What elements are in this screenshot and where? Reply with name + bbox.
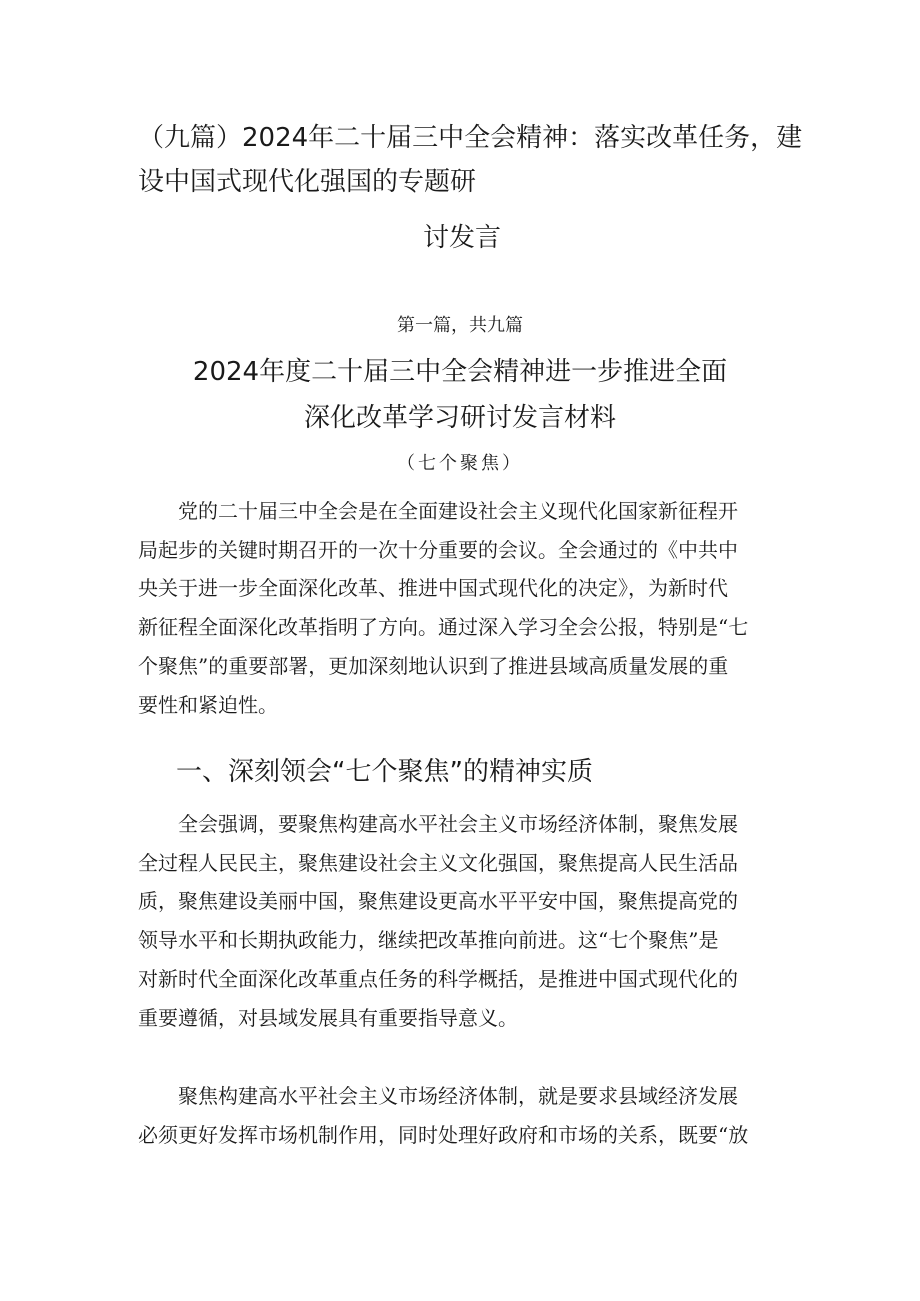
sub-title-line-2: 深化改革学习研讨发言材料 — [303, 403, 616, 433]
paragraph-line: 重要遵循，对县域发展具有重要指导意义。 — [138, 1005, 518, 1030]
paragraph-market-economy — [138, 1077, 798, 1154]
main-title-line-2: 设中国式现代化强国的专题研 — [138, 167, 477, 197]
section-label: 第一篇，共九篇 — [397, 315, 523, 336]
main-title — [138, 116, 803, 260]
section-heading-1: 一、深刻领会“七个聚焦”的精神实质 — [176, 757, 593, 787]
paragraph-line: 央关于进一步全面深化改革、推进中国式现代化的决定》，为新时代 — [138, 576, 728, 601]
paragraph-seven-focus — [138, 805, 798, 1037]
sub-title-line-1: 2024年度二十届三中全会精神进一步推进全面 — [192, 357, 728, 387]
paragraph-line: 个聚焦”的重要部署，更加深刻地认识到了推进县域高质量发展的重 — [138, 653, 729, 678]
paragraph-line: 质，聚焦建设美丽中国，聚焦建设更高水平平安中国，聚焦提高党的 — [138, 889, 738, 914]
paragraph-line: 全会强调，要聚焦构建高水平社会主义市场经济体制，聚焦发展 — [138, 812, 738, 836]
paragraph-line: 全过程人民民主，聚焦建设社会主义文化强国，聚焦提高人民生活品 — [138, 850, 738, 875]
paragraph-line: 对新时代全面深化改革重点任务的科学概括，是推进中国式现代化的 — [138, 966, 738, 991]
main-title-line-3: 讨发言 — [422, 223, 501, 253]
paragraph-line: 党的二十届三中全会是在全面建设社会主义现代化国家新征程开 — [138, 499, 738, 523]
paragraph-line: 必须更好发挥市场机制作用，同时处理好政府和市场的关系，既要“放 — [138, 1122, 749, 1147]
paragraph-line: 要性和紧迫性。 — [138, 692, 278, 717]
paragraph-line: 聚焦构建高水平社会主义市场经济体制，就是要求县域经济发展 — [138, 1084, 738, 1108]
paragraph-line: 新征程全面深化改革指明了方向。通过深入学习全会公报，特别是“七 — [138, 615, 749, 640]
focus-label: （七个聚焦） — [397, 453, 523, 474]
sub-title — [0, 350, 920, 440]
paragraph-intro — [138, 492, 798, 724]
paragraph-line: 局起步的关键时期召开的一次十分重要的会议。全会通过的《中共中 — [138, 537, 738, 562]
main-title-line-1: （九篇）2024年二十届三中全会精神：落实改革任务，建 — [138, 123, 803, 153]
paragraph-line: 领导水平和长期执政能力，继续把改革推向前进。这“七个聚焦”是 — [138, 928, 719, 953]
